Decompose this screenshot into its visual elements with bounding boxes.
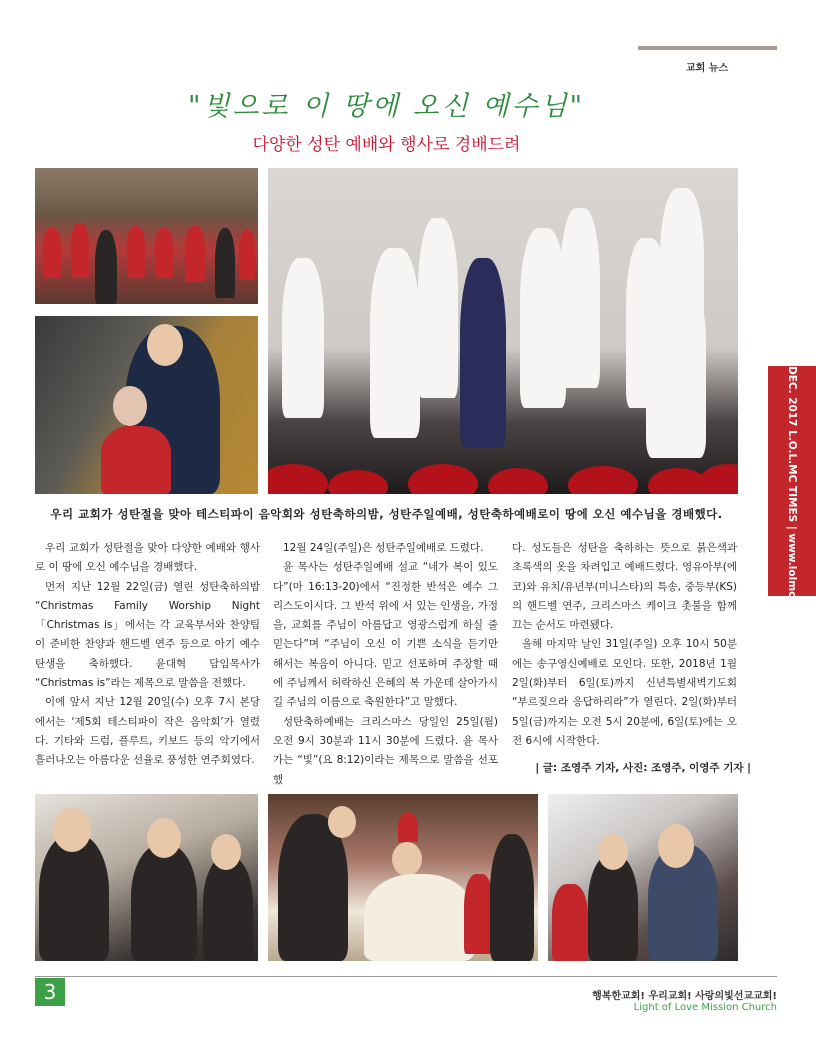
page-headline: "빛으로 이 땅에 오신 예수님" <box>187 91 586 122</box>
page-number: 3 <box>35 978 65 1006</box>
article-column-3 <box>512 539 737 751</box>
section-label: 교회 뉴스 <box>686 63 729 74</box>
top-rule <box>638 46 777 50</box>
paragraph: 올해 마지막 날인 31일(주일) 오후 10시 50분에는 송구영신예배로 모인다. 또한, 2018년 1월 2일(화)부터 6일(토)까지 신년특별새벽기도회 “부르짖으라 응답하리라”가 열린다. 2일(화)부터 5일(금)까지는 오전 5시 20분에, 6일(토)에는 오전 6시에 시작한다. <box>512 638 737 747</box>
paragraph: 12월 24일(주일)은 성탄주일예배로 드렸다. <box>283 542 484 554</box>
photo-cake-candles <box>268 794 538 961</box>
paragraph: 윤 목사는 성탄주일예배 설교 “네가 복이 있도다”(마 16:13-20)에서 “진정한 반석은 예수 그리스도이시다. 그 반석 위에 서 있는 인생을, 가정을, 교회를 주님이 아름답고 영광스럽게 하실 줄 믿는다”며 “주님이 오신 이 기쁜 소식을 듣기만 해서는 복음이 아니다. 믿고 선포하며 주장할 때에 주님께서 허락하신 은혜의 복 가운데 살아가시길 주님의 이름으로 축원한다”고 말했다. <box>273 561 498 709</box>
footer-rule <box>35 976 777 977</box>
byline-credit: | 글: 조영주 기자, 사진: 조영주, 이영주 기자 | <box>535 762 751 774</box>
footer-church-name: Light of Love Mission Church <box>633 1002 777 1013</box>
paragraph: 다. 성도들은 성탄을 축하하는 뜻으로 붉은색과 초록색의 옷을 차려입고 예배드렸다. 영유아부(에코)와 유치/유년부(미니스타)의 특송, 중등부(KS)의 핸드벨 연주, 크리스마스 케이크 촛불을 함께 끄는 순서도 마련됐다. <box>512 542 737 632</box>
photo-congregation-bible <box>548 794 738 961</box>
photo-choir-service <box>35 168 258 304</box>
page-subheadline: 다양한 성탄 예배와 행사로 경배드려 <box>252 135 521 155</box>
paragraph: 성탄축하예배는 크리스마스 당일인 25일(월) 오전 9시 30분과 11시 30분에 드렸다. 윤 목사가는 “빛”(요 8:12)이라는 제목으로 말씀을 선포했 <box>273 715 498 786</box>
footer-slogan: 행복한교회! 우리교회! 사랑의빛선교교회! <box>592 991 777 1002</box>
paragraph: 이에 앞서 지난 12월 20일(수) 오후 7시 본당에서는 ‘제5회 테스티파이 작은 음악회’가 열렸다. 기타와 드럼, 플루트, 키보드 등의 악기에서 흘러나오는 아름다운 선율로 풍성한 연주회였다. <box>35 696 260 767</box>
side-tab-label: DEC. 2017 L.O.L.MC TIMES | www.lolmc.org <box>786 366 798 622</box>
photo-congregation-praying <box>35 794 258 961</box>
article-column-2 <box>273 539 498 790</box>
photo-caption: 우리 교회가 성탄절을 맞아 테스티파이 음악회와 성탄축하의밤, 성탄주일예배, 성탄축하예배로이 땅에 오신 예수님을 경배했다. <box>50 507 723 521</box>
paragraph: 우리 교회가 성탄절을 맞아 다양한 예배와 행사로 이 땅에 오신 예수님을 경배했다. <box>35 542 260 574</box>
article-column-1 <box>35 539 260 771</box>
paragraph: 먼저 지난 12월 22일(금) 열린 성탄축하의밤 “Christmas Family Worship Night「Christmas is」에서는 각 교육부서와 찬양팀이 준비한 찬양과 핸드벨 연주 등으로 아기 예수 탄생을 축하했다. 윤대혁 담임목사가 “Christmas is”라는 제목으로 말씀을 전했다. <box>35 580 260 690</box>
photo-children-angels <box>268 168 738 494</box>
photo-pastor-greeting <box>35 316 258 494</box>
